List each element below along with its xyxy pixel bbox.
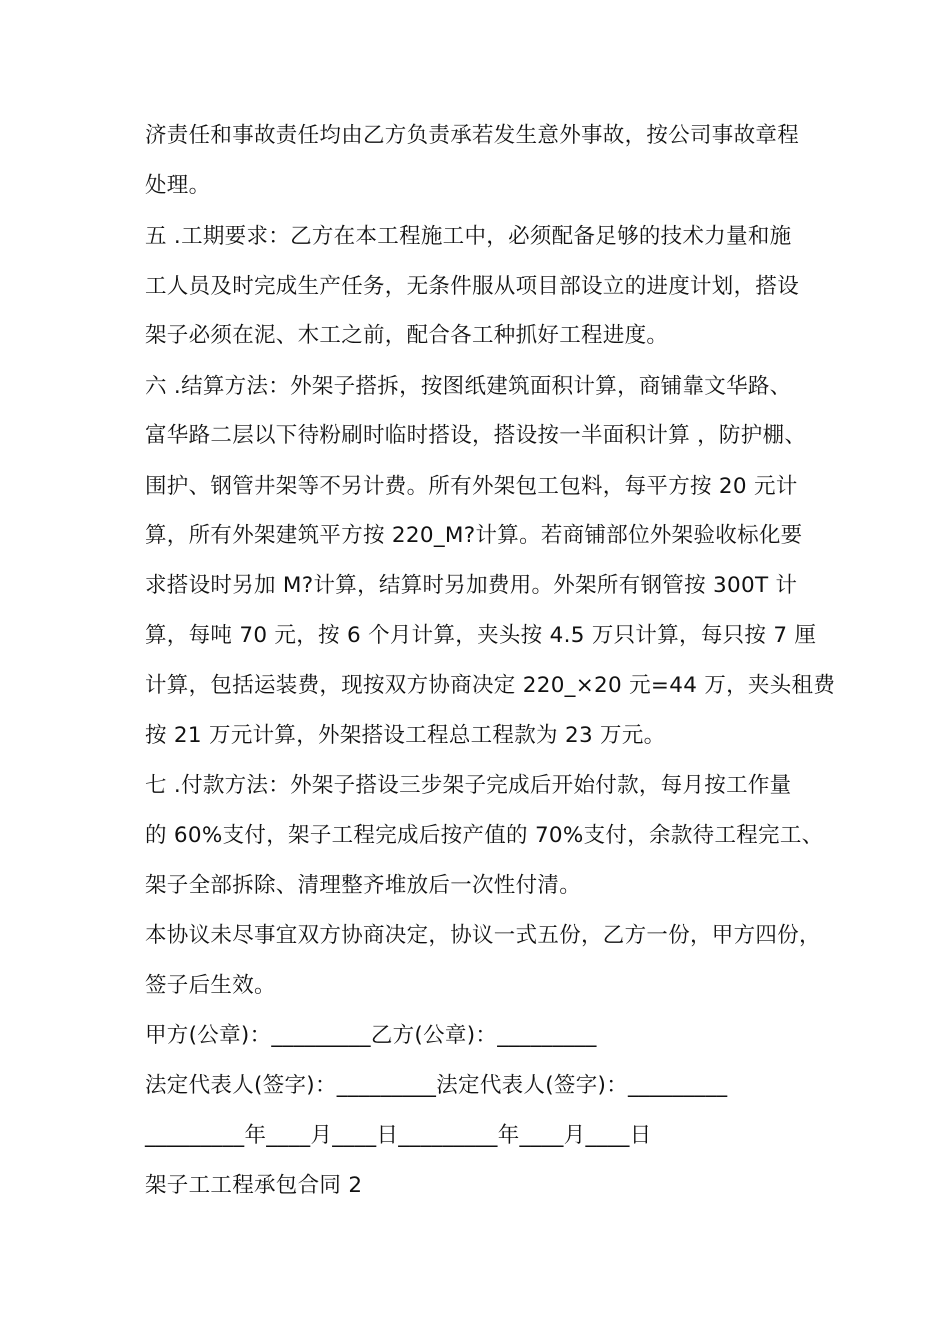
clause-6-heading-line: 六 .结算方法：外架子搭拆，按图纸建筑面积计算，商铺靠文华路、: [145, 374, 792, 399]
text-line: 富华路二层以下待粉刷时临时搭设，搭设按一半面积计算 ，防护棚、: [145, 423, 807, 448]
text-line: 的 60%支付，架子工程完成后按产值的 70%支付，余款待工程完工、: [145, 823, 824, 848]
clause-7-heading-line: 七 .付款方法：外架子搭设三步架子完成后开始付款，每月按工作量: [145, 773, 792, 798]
text-line: 架子全部拆除、清理整齐堆放后一次性付清。: [145, 873, 582, 898]
text-line: 本协议未尽事宜双方协商决定，协议一式五份，乙方一份，甲方四份，: [145, 923, 821, 948]
text-line: 签子后生效。: [145, 973, 276, 998]
text-line: 处理。: [145, 173, 211, 198]
text-line: 计算，包括运装费，现按双方协商决定 220_×20 元=44 万，夹头租费: [145, 673, 836, 698]
text-line: 算，所有外架建筑平方按 220_M?计算。若商铺部位外架验收标化要: [145, 523, 803, 548]
clause-5-heading-line: 五 .工期要求：乙方在本工程施工中，必须配备足够的技术力量和施: [145, 224, 792, 249]
text-line: 求搭设时另加 M?计算，结算时另加费用。外架所有钢管按 300T 计: [145, 573, 798, 598]
signature-line: 法定代表人(签字)：_________法定代表人(签字)：_________: [145, 1073, 728, 1098]
text-line: 围护、钢管井架等不另计费。所有外架包工包料，每平方按 20 元计: [145, 474, 798, 499]
seal-line: 甲方(公章)：_________乙方(公章)：_________: [145, 1023, 597, 1048]
text-line: 济责任和事故责任均由乙方负责承若发生意外事故，按公司事故章程: [145, 123, 800, 148]
next-section-title: 架子工工程承包合同 2: [145, 1173, 363, 1198]
text-line: 架子必须在泥、木工之前，配合各工种抓好工程进度。: [145, 323, 669, 348]
text-line: 按 21 万元计算，外架搭设工程总工程款为 23 万元。: [145, 723, 666, 748]
text-line: 算，每吨 70 元，按 6 个月计算，夹头按 4.5 万只计算，每只按 7 厘: [145, 623, 817, 648]
text-line: 工人员及时完成生产任务，无条件服从项目部设立的进度计划，搭设: [145, 274, 800, 299]
date-line: _________年____月____日_________年____月____日: [145, 1123, 652, 1148]
